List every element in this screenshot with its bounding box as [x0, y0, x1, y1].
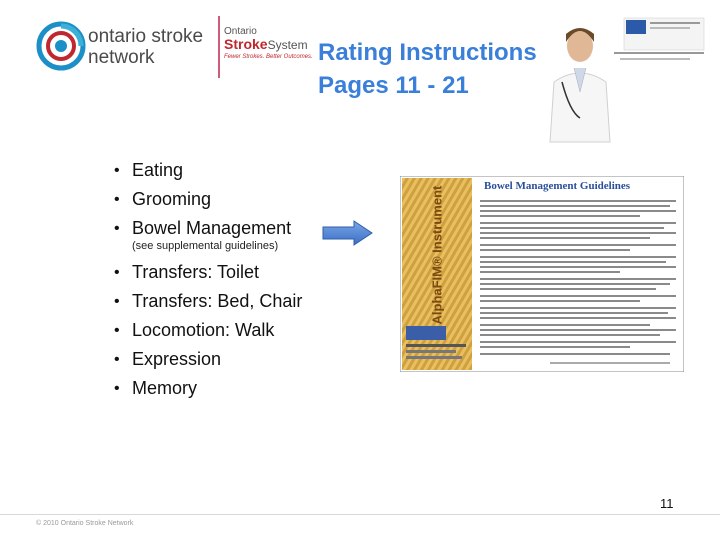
title-line2: Pages 11 - 21	[318, 72, 469, 99]
list-item: • Expression	[114, 345, 302, 374]
system-logo-main-a: Stroke	[224, 36, 268, 52]
list-item: • Transfers: Bed, Chair	[114, 287, 302, 316]
title-line1: Rating Instructions	[318, 39, 537, 66]
list-item: • Transfers: Toilet	[114, 258, 302, 287]
bullet-list-top	[114, 156, 291, 243]
list-item: • Bowel Management	[114, 214, 291, 243]
bullet-list-bottom	[114, 258, 302, 403]
list-item: • Locomotion: Walk	[114, 316, 302, 345]
stroke-system-logo	[224, 26, 313, 61]
list-item: • Grooming	[114, 185, 291, 214]
system-logo-top: Ontario	[224, 26, 257, 37]
osn-logo-text	[88, 26, 203, 68]
list-item: • Memory	[114, 374, 302, 403]
footer-divider	[0, 514, 720, 515]
system-logo-main-b: System	[267, 38, 308, 52]
header-thumbnail-image	[540, 12, 710, 148]
slide-title	[318, 36, 537, 102]
logo-divider	[218, 16, 220, 78]
document-side-label: AlphaFIM® Instrument	[429, 185, 445, 325]
document-heading: Bowel Management Guidelines	[484, 180, 631, 192]
system-logo-tagline: Fewer Strokes. Better Outcomes.	[224, 54, 313, 60]
list-item: • Eating	[114, 156, 291, 185]
supplemental-note: (see supplemental guidelines)	[132, 240, 279, 252]
logo-text-line1: ontario stroke	[88, 26, 204, 47]
right-arrow-icon	[322, 220, 374, 246]
page-number: 11	[660, 496, 674, 511]
logo-text-line2: network	[88, 47, 155, 68]
copyright-footer: © 2010 Ontario Stroke Network	[36, 520, 134, 527]
guidelines-document-thumbnail	[400, 176, 684, 372]
system-logo-main	[224, 37, 313, 53]
